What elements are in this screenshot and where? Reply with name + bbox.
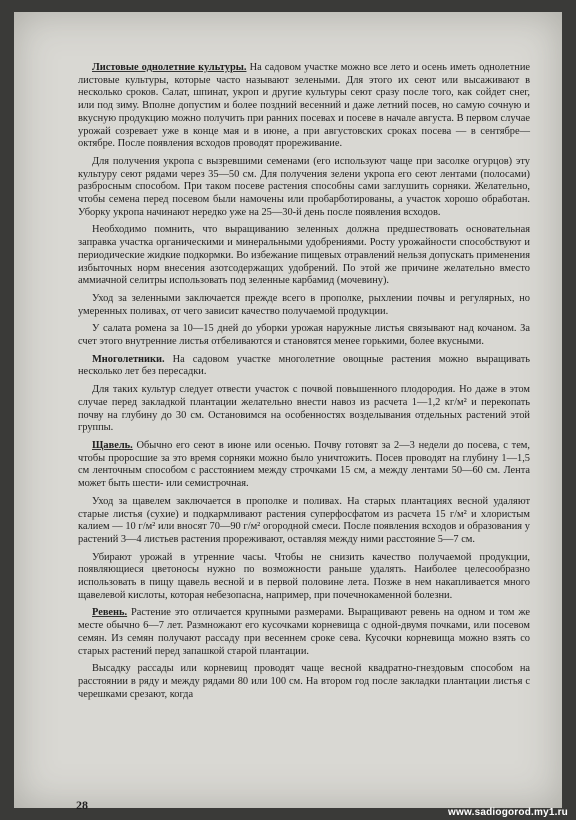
paragraph xyxy=(78,156,530,220)
paragraph-text: Уход за зеленными заключается прежде всего в прополке, рыхлении почвы и регулярных, но умеренных поливах, от чего зависит качество получаемой продукции. xyxy=(78,292,530,317)
paragraph-text: Уход за щавелем заключается в прополке и поливах. На старых плантациях весной удаляют старые листья (сухие) и подкармливают растения суперфосфатом из расчета 15 г/м² и хлористым калием — 10 г/м² или вносят 70—90 г/м² огородной смеси. После появления всходов и образования у растений 3—4 листьев растения прореживают, оставляя между ними расстояние 5—7 см. xyxy=(78,495,530,545)
section-heading: Многолетники. xyxy=(92,353,165,365)
paragraph xyxy=(78,607,530,658)
paragraph xyxy=(78,62,530,151)
paragraph xyxy=(78,663,530,701)
section-heading: Щавель. xyxy=(92,439,133,451)
page-text xyxy=(78,62,530,706)
paragraph xyxy=(78,323,530,348)
paragraph xyxy=(78,496,530,547)
paragraph xyxy=(78,384,530,435)
paragraph xyxy=(78,293,530,318)
paragraph xyxy=(78,224,530,288)
book-page xyxy=(14,12,562,812)
paragraph xyxy=(78,440,530,491)
paragraph-text: Высадку рассады или корневищ проводят чаще весной квадратно-гнездовым способом на расстоянии в ряду и между рядами 80 или 100 см. На втором год после закладки плантации листья с черешками срезают, когда xyxy=(78,663,530,700)
paragraph-text: Растение это отличается крупными размерами. Выращивают ревень на одном и том же месте обычно 6—7 лет. Размножают его кусочками корневища с одной-двумя почками, или посевом семян. Из семян получают рассаду при весеннем сроке сева. Кусочки корневища можно взять со старых растений перед запашкой старой плантации. xyxy=(78,607,530,657)
paragraph-text: Необходимо помнить, что выращиванию зеленных должна предшествовать основательная заправка участка органическими и минеральными удобрениями. Росту урожайности способствуют и периодические жидкие подкормки. Во избежание пищевых отравлений нельзя допускать применения избыточных норм внесения азотсодержащих удобрений. По этой же причине желательно вместо аммиачной селитры использовать под зеленные карбамид (мочевину). xyxy=(78,224,530,287)
paragraph-text: Обычно его сеют в июне или осенью. Почву готовят за 2—3 недели до посева, с тем, чтобы проросшие за это время сорняки можно было уничтожить. Посев проводят на глубину 1—1,5 см ленточным способом с расстоянием между строчками 15 см, а между лентами 50—60 см. Лента может быть шести- или семистрочная. xyxy=(78,439,530,490)
paragraph-text: Убирают урожай в утренние часы. Чтобы не снизить качество получаемой продукции, появляющиеся цветоносы нужно по возможности раньше удалять. Наиболее целесообразно использовать в пищу щавель весной и в первой половине лета. Позже в нем накапливается много щавелевой кислоты, которая небезопасна, например, при почечнокаменной болезни. xyxy=(78,551,530,601)
paragraph-text: На садовом участке можно все лето и осень иметь однолетние листовые культуры, которые часто называют зелеными. Для этого их сеют или высаживают в несколько сроков. Салат, шпинат, укроп и другие культуры сеют сразу после того, как сойдет снег, или под зиму. Вполне допустим и более поздний весенний и даже летний посев, но самую сочную и вкусную продукцию можно получить при ранних посевах и посеве в начале августа. В первом случае урожай созревает уже в конце мая и в июне, а при августовских сроках посева — в сентябре—октябре. После появления всходов проводят прореживание. xyxy=(78,62,530,150)
paragraph-text: Для получения укропа с вызревшими семенами (его используют чаще при засолке огурцов) эту культуру сеют рядами через 35—50 см. Для получения зелени укропа его сеют лентами (полосами) разбросным способом. При таком посеве растения способны сами заглушить сорняки. Желательно, чтобы семена перед посевом были намочены или пробарботированы, а участок хорошо обработан. Уборку укропа начинают нередко уже на 25—30-й день после появления всходов. xyxy=(78,155,530,218)
paragraph-text: На садовом участке многолетние овощные растения можно выращивать несколько лет без пересадки. xyxy=(78,353,530,378)
paragraph xyxy=(78,552,530,603)
paragraph xyxy=(78,354,530,379)
watermark: www.sadiogorod.my1.ru xyxy=(448,807,568,818)
page-number: 28 xyxy=(76,798,88,812)
paragraph-text: У салата ромена за 10—15 дней до уборки урожая наружные листья связывают над кочаном. За счет этого внутренние листья отбеливаются и становятся менее горькими, более вкусными. xyxy=(78,323,530,348)
section-heading: Листовые однолетние культуры. xyxy=(92,62,247,73)
paragraph-text: Для таких культур следует отвести участок с почвой повышенного плодородия. Но даже в этом случае перед закладкой плантации желательно внести навоз из расчета 1—1,2 кг/м² и перекопать почву на глубину до 30 см. Остановимся на особенностях возделывания отдельных растений этой группы. xyxy=(78,384,530,434)
section-heading: Ревень. xyxy=(92,607,128,619)
